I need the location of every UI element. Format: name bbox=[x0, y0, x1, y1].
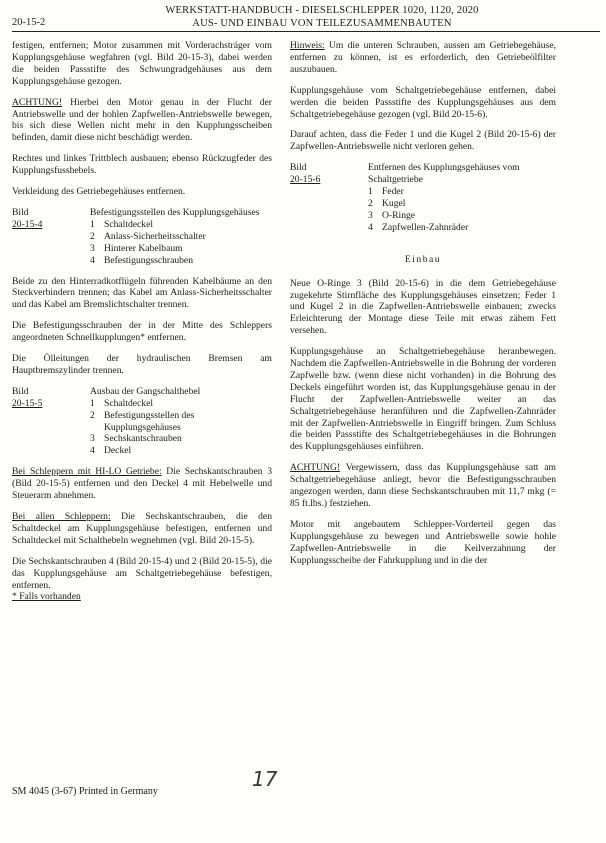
figure-number: 20-15-6 bbox=[290, 174, 321, 186]
figure-number: 20-15-4 bbox=[12, 218, 43, 230]
paragraph: Kupplungsgehäuse an Schaltgetriebegehäuse heranbewegen. Nachdem die Zapfwellen-Antriebswelle in die Bohrung der vorderen Zapfwelle bzw. (wenn diese nicht vorhanden) in die Bohrung des Deckels eingeführt worden ist, das Kupplungsgehäuse genau in der Flucht der Zapfwellen-Antriebswelle weiter an das Schaltgetriebegehäuse heranführen und die Zapfwellen-Zahnräder mit der Zapfwellen-Antriebswelle in Eingriff bringen. Zum Schluss die beiden Passstifte des Schaltgetriebegehäuses in die Bohrungen des Kupplungsgehäuses einführen. bbox=[290, 346, 556, 453]
paragraph: festigen, entfernen; Motor zusammen mit Vorderachsträger vom Kupplungsgehäuse wegfahren (vgl. Bild 20-15-3), dabei werden die beiden Passstifte des Schwungradgehäuses aus dem Kupplungsgehäuse gezogen. bbox=[12, 40, 272, 87]
paragraph: Neue O-Ringe 3 (Bild 20-15-6) in die dem Getriebegehäuse zugekehrte Stirnfläche des Kupplungsgehäuses einsetzen; Feder 1 und Kugel 2 in die Zapfwellen-Antriebswelle einbauen; zwecks Erleichterung der Montage diese Teile mit etwas zähem Fett versehen. bbox=[290, 277, 556, 337]
warning-label: ACHTUNG! bbox=[12, 96, 63, 108]
footnote: * Falls vorhanden bbox=[12, 591, 81, 603]
warning-label: ACHTUNG! bbox=[290, 462, 341, 474]
figure-label-word: Bild bbox=[12, 206, 29, 218]
figure-label bbox=[12, 386, 90, 457]
legend-item: 2 Befestigungsstellen des Kupplungsgehäuses bbox=[90, 409, 195, 433]
condition-label: Bei allen Schleppern: bbox=[12, 511, 111, 522]
figure-label-word: Bild bbox=[12, 385, 29, 397]
header-rule bbox=[12, 31, 600, 32]
figure-legend bbox=[90, 219, 272, 267]
figure-label bbox=[290, 162, 368, 233]
figure-title: Entfernen des Kupplungsgehäuses vom Schaltgetriebe bbox=[368, 162, 520, 186]
figure-caption-20-15-4 bbox=[12, 207, 272, 267]
paragraph: Rechtes und linkes Trittblech ausbauen; ebenso Rückzugfeder des Kupplungsfusshebels. bbox=[12, 153, 272, 177]
section-title: Einbau bbox=[404, 253, 442, 265]
figure-legend bbox=[90, 398, 272, 458]
header-subtitle: AUS- UND EINBAU VON TEILEZUSAMMENBAUTEN bbox=[192, 18, 452, 29]
condition-text: Die Sechskantschrauben, die den Schaltdeckel am Kupplungsgehäuse befestigen, entfernen und Schaltdeckel mit Schalthebeln wegnehmen (vgl. Bild 20-15-5). bbox=[12, 511, 272, 546]
right-column bbox=[290, 40, 556, 576]
legend-item: 3 Hinterer Kabelbaum bbox=[90, 242, 183, 254]
warning-paragraph bbox=[12, 97, 272, 145]
figure-number: 20-15-5 bbox=[12, 397, 43, 409]
warning-text: Vergewissern, dass das Kupplungsgehäuse satt am Schaltgetriebegehäuse anliegt, bevor die Befestigungsschrauben angezogen werden, dann diese Sechskantschrauben mit 11,7 mkg (= 85 ft.lbs.) festziehen. bbox=[290, 462, 556, 509]
note-text: Um die unteren Schrauben, aussen am Getriebegehäuse, entfernen zu können, ist es erforderlich, den Getriebeölfilter auszubauen. bbox=[290, 40, 556, 75]
warning-paragraph bbox=[290, 462, 556, 510]
figure-legend bbox=[368, 186, 556, 234]
legend-item: 4 Deckel bbox=[90, 445, 132, 457]
legend-item: 1 Schaltdeckel bbox=[90, 218, 154, 230]
paragraph bbox=[12, 511, 272, 547]
figure-label-word: Bild bbox=[290, 162, 307, 174]
paragraph: Kupplungsgehäuse vom Schaltgetriebegehäuse entfernen, dabei werden die beiden Passstifte des Kupplungsgehäuses aus dem Schaltgetriebegehäuse gezogen (vgl. Bild 20-15-6). bbox=[290, 84, 556, 120]
figure-title: Befestigungsstellen des Kupplungsgehäuses bbox=[90, 206, 260, 218]
paragraph: Die Befestigungsschrauben der in der Mitte des Schleppers angeordneten Schnellkupplungen* entfernen. bbox=[12, 320, 272, 344]
legend-item: 3 O-Ringe bbox=[368, 209, 416, 221]
figure-caption-20-15-6 bbox=[290, 162, 556, 233]
warning-text: Hierbei den Motor genau in der Flucht der Antriebswelle und der hohlen Zapfwellen-Antriebswelle bewegen, bis sich diese Wellen nicht mehr in den Kupplungsscheiben befinden, damit diese nicht beschädigt werden. bbox=[12, 96, 272, 144]
paragraph: Darauf achten, dass die Feder 1 und die Kugel 2 (Bild 20-15-6) der Zapfwellen-Antriebswelle nicht verloren gehen. bbox=[290, 129, 556, 153]
figure-label bbox=[12, 207, 90, 267]
legend-item: 4 Zapfwellen-Zahnräder bbox=[368, 221, 469, 233]
legend-item: 4 Befestigungsschrauben bbox=[90, 254, 193, 266]
legend-item: 2 Kugel bbox=[368, 197, 406, 209]
paragraph: Die Sechskantschrauben 4 (Bild 20-15-4) und 2 (Bild 20-15-5), die das Kupplungsgehäuse am Schaltgetriebegehäuse befestigen, entfernen. bbox=[12, 555, 272, 591]
condition-label: Bei Schleppern mit HI-LO Getriebe: bbox=[12, 466, 162, 478]
condition-text: Die Sechskantschrauben 3 (Bild 20-15-5) entfernen und den Deckel 4 mit Hebelwelle und Steuerarm abnehmen. bbox=[12, 466, 272, 502]
handwritten-page-mark: 17 bbox=[252, 767, 278, 791]
print-info: SM 4045 (3-67) Printed in Germany bbox=[12, 786, 158, 797]
legend-item: 2 Anlass-Sicherheitsschalter bbox=[90, 230, 206, 242]
legend-item: 1 Feder bbox=[368, 186, 404, 198]
header-title: WERKSTATT-HANDBUCH - DIESELSCHLEPPER 1020, 1120, 2020 bbox=[165, 5, 479, 16]
figure-title: Ausbau der Gangschalthebel bbox=[90, 385, 201, 397]
paragraph: Verkleidung des Getriebegehäuses entfernen. bbox=[12, 186, 186, 198]
paragraph bbox=[12, 466, 272, 502]
note-paragraph bbox=[290, 40, 556, 76]
legend-item: 3 Sechskantschrauben bbox=[90, 433, 182, 445]
figure-caption-20-15-5 bbox=[12, 386, 272, 457]
page-number: 20-15-2 bbox=[12, 17, 46, 28]
left-column bbox=[12, 40, 272, 603]
paragraph: Beide zu den Hinterradkotflügeln führenden Kabelbäume an den Steckverbindern trennen; das Kabel am Anlass-Sicherheitsschalter und das Kabel am Bremslichtschalter trennen. bbox=[12, 275, 272, 311]
paragraph: Motor mit angebautem Schlepper-Vorderteil gegen das Kupplungsgehäuse zu bewegen und Antriebswelle sowie hohle Zapfwellen-Antriebswelle in die Keilverzahnung der Kupplungsscheibe der Fahrkupplung und in die der bbox=[290, 518, 556, 566]
note-label: Hinweis: bbox=[290, 40, 325, 51]
paragraph: Die Ölleitungen der hydraulischen Bremsen am Hauptbremszylinder trennen. bbox=[12, 353, 272, 376]
legend-item: 1 Schaltdeckel bbox=[90, 397, 154, 409]
